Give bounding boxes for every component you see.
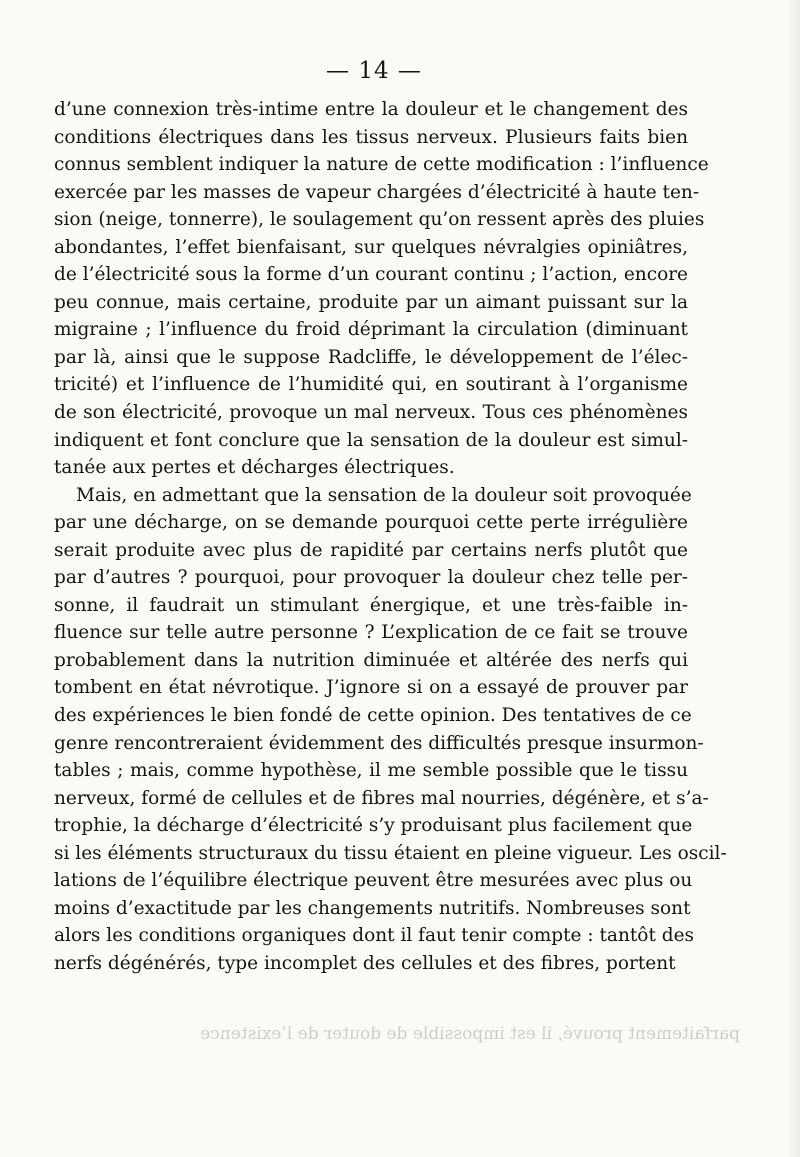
text-line: par une décharge, on se demande pourquoi cette perte irrégulière: [54, 512, 688, 534]
paragraph-1: [54, 96, 709, 482]
text-line: d’une connexion très-intime entre la douleur et le changement des: [54, 99, 688, 120]
text-line: fluence sur telle autre personne ? L’explication de ce fait se trouve: [54, 622, 688, 644]
text-line: lations de l’équilibre électrique peuvent être mesurées avec plus ou: [54, 870, 693, 892]
text-line: de l’électricité sous la forme d’un courant continu ; l’action, encore: [54, 264, 688, 286]
text-line: connus semblent indiquer la nature de cette modification : l’influence: [54, 154, 709, 176]
text-line: sion (neige, tonnerre), le soulagement qu’on ressent après des pluies: [54, 209, 705, 231]
text-line: des expériences le bien fondé de cette opinion. Des tentatives de ce: [54, 705, 692, 727]
text-line: genre rencontreraient évidemment des difficultés presque insurmon-: [54, 732, 704, 754]
paragraph-2: [54, 482, 727, 978]
text-line: probablement dans la nutrition diminuée et altérée des nerfs qui: [54, 649, 688, 671]
body-text: [54, 96, 727, 978]
text-line: nerveux, formé de cellules et de fibres mal nourries, dégénère, et s’a-: [54, 787, 709, 809]
text-line: tables ; mais, comme hypothèse, il me semble possible que le tissu: [54, 760, 688, 782]
text-line: par là, ainsi que le suppose Radcliffe, le développement de l’élec-: [54, 346, 688, 368]
text-line: indiquent et font conclure que la sensation de la douleur est simul-: [54, 429, 688, 451]
text-line: peu connue, mais certaine, produite par un aimant puissant sur la: [54, 291, 688, 313]
text-line: tombent en état névrotique. J’ignore si on a essayé de prouver par: [54, 677, 688, 699]
text-line: nerfs dégénérés, type incomplet des cellules et des fibres, portent: [54, 952, 676, 974]
text-line: exercée par les masses de vapeur chargées d’électricité à haute ten-: [54, 181, 700, 203]
text-line: migraine ; l’influence du froid déprimant la circulation (diminuant: [54, 319, 688, 341]
text-line: trophie, la décharge d’électricité s’y produisant plus facilement que: [54, 815, 693, 837]
text-line: serait produite avec plus de rapidité par certains nerfs plutôt que: [54, 539, 688, 561]
text-line: abondantes, l’effet bienfaisant, sur quelques névralgies opiniâtres,: [54, 236, 688, 258]
text-line: si les éléments structuraux du tissu étaient en pleine vigueur. Les oscil-: [54, 842, 727, 864]
text-line: de son électricité, provoque un mal nerveux. Tous ces phénomènes: [54, 402, 688, 424]
text-line: Mais, en admettant que la sensation de la douleur soit provoquée: [76, 484, 692, 506]
text-line: alors les conditions organiques dont il faut tenir compte : tantôt des: [54, 925, 695, 947]
text-line: tricité) et l’influence de l’humidité qui, en soutirant à l’organisme: [54, 374, 688, 396]
bleed-through-text: parfaitement prouvé, il est impossible de douter de l’existence: [200, 1024, 740, 1044]
page-number: — 14 —: [326, 58, 422, 84]
text-line: tanée aux pertes et décharges électriques.: [54, 457, 455, 479]
text-line: conditions électriques dans les tissus nerveux. Plusieurs faits bien: [54, 126, 688, 148]
text-line: moins d’exactitude par les changements nutritifs. Nombreuses sont: [54, 897, 691, 919]
page-edge-shadow: [786, 0, 800, 1157]
text-line: par d’autres ? pourquoi, pour provoquer la douleur chez telle per-: [54, 567, 688, 589]
text-line: sonne, il faudrait un stimulant énergique, et une très-faible in-: [54, 594, 688, 616]
